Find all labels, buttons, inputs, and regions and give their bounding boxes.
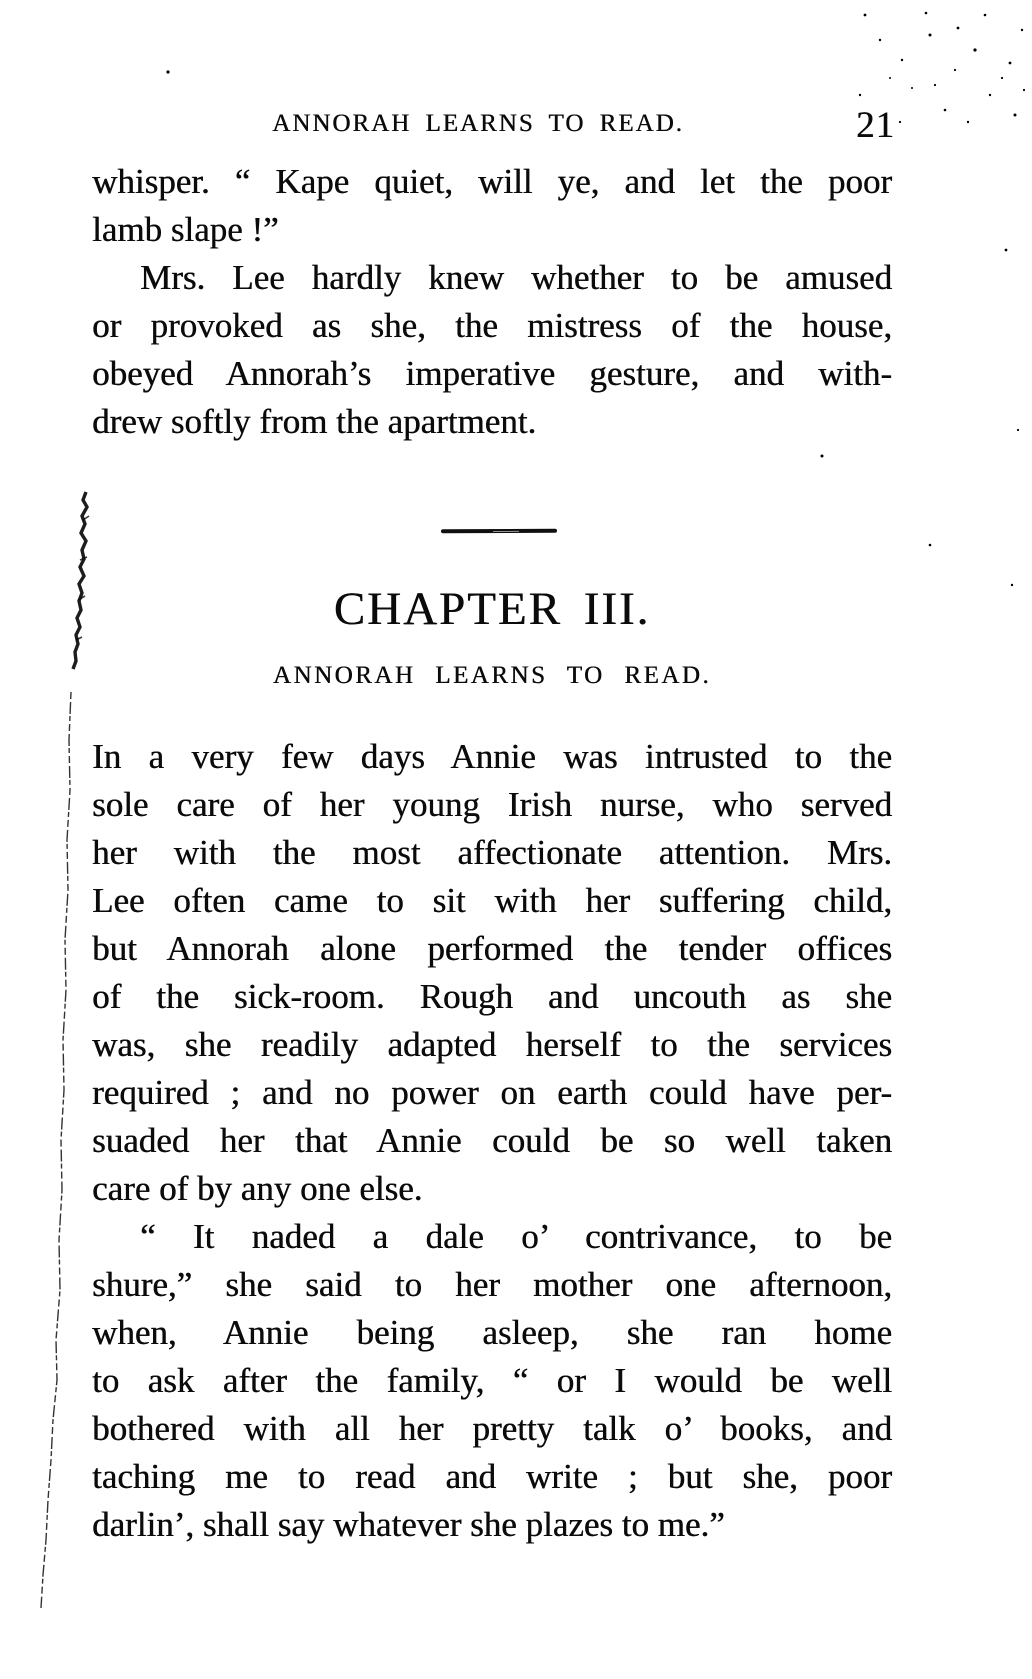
paragraph [92,254,892,446]
chapter-subtitle: ANNORAH LEARNS TO READ. [272,662,712,689]
paragraph [92,733,892,1213]
paragraph [92,158,892,254]
text-line: or provoked as she, the mistress of the house, [92,306,892,345]
text-line: In a very few days Annie was intrusted to the [92,737,892,776]
text-line: whisper. “ Kape quiet, will ye, and let the poor [92,162,892,201]
text-line: of the sick-room. Rough and uncouth as she [92,977,892,1016]
text-line: obeyed Annorah’s imperative gesture, and with- [92,354,892,393]
section-divider-rule [441,529,557,534]
chapter-text-block [92,733,892,1549]
page-crease-line [41,692,71,1608]
intro-text-block [92,158,892,446]
page-number: 21 [856,105,895,146]
text-line: drew softly from the apartment. [92,402,537,441]
text-line: Mrs. Lee hardly knew whether to be amused [140,258,892,297]
text-line: darlin’, shall say whatever she plazes to me.” [92,1505,725,1544]
running-title: ANNORAH LEARNS TO READ. [272,110,684,137]
text-line: “ It naded a dale o’ contrivance, to be [140,1217,892,1256]
text-line: required ; and no power on earth could have per- [92,1073,892,1112]
text-line: was, she readily adapted herself to the services [92,1025,892,1064]
text-line: shure,” she said to her mother one afternoon, [92,1265,892,1304]
text-line: but Annorah alone performed the tender offices [92,929,892,968]
margin-ink-mark-strokes [76,516,89,640]
text-line: lamb slape !” [92,210,279,249]
text-line: suaded her that Annie could be so well taken [92,1121,892,1160]
text-line: care of by any one else. [92,1169,423,1208]
text-line: bothered with all her pretty talk o’ books, and [92,1409,892,1448]
text-line: sole care of her young Irish nurse, who served [92,785,892,824]
text-line: taching me to read and write ; but she, poor [92,1457,892,1496]
text-line: when, Annie being asleep, she ran home [92,1313,892,1352]
text-line: her with the most affectionate attention. Mrs. [92,833,892,872]
chapter-heading: CHAPTER III. [333,583,651,635]
running-header [92,110,892,138]
paragraph [92,1213,892,1549]
text-line: Lee often came to sit with her suffering child, [92,881,892,920]
text-line: to ask after the family, “ or I would be well [92,1361,892,1400]
margin-ink-mark [73,492,87,669]
